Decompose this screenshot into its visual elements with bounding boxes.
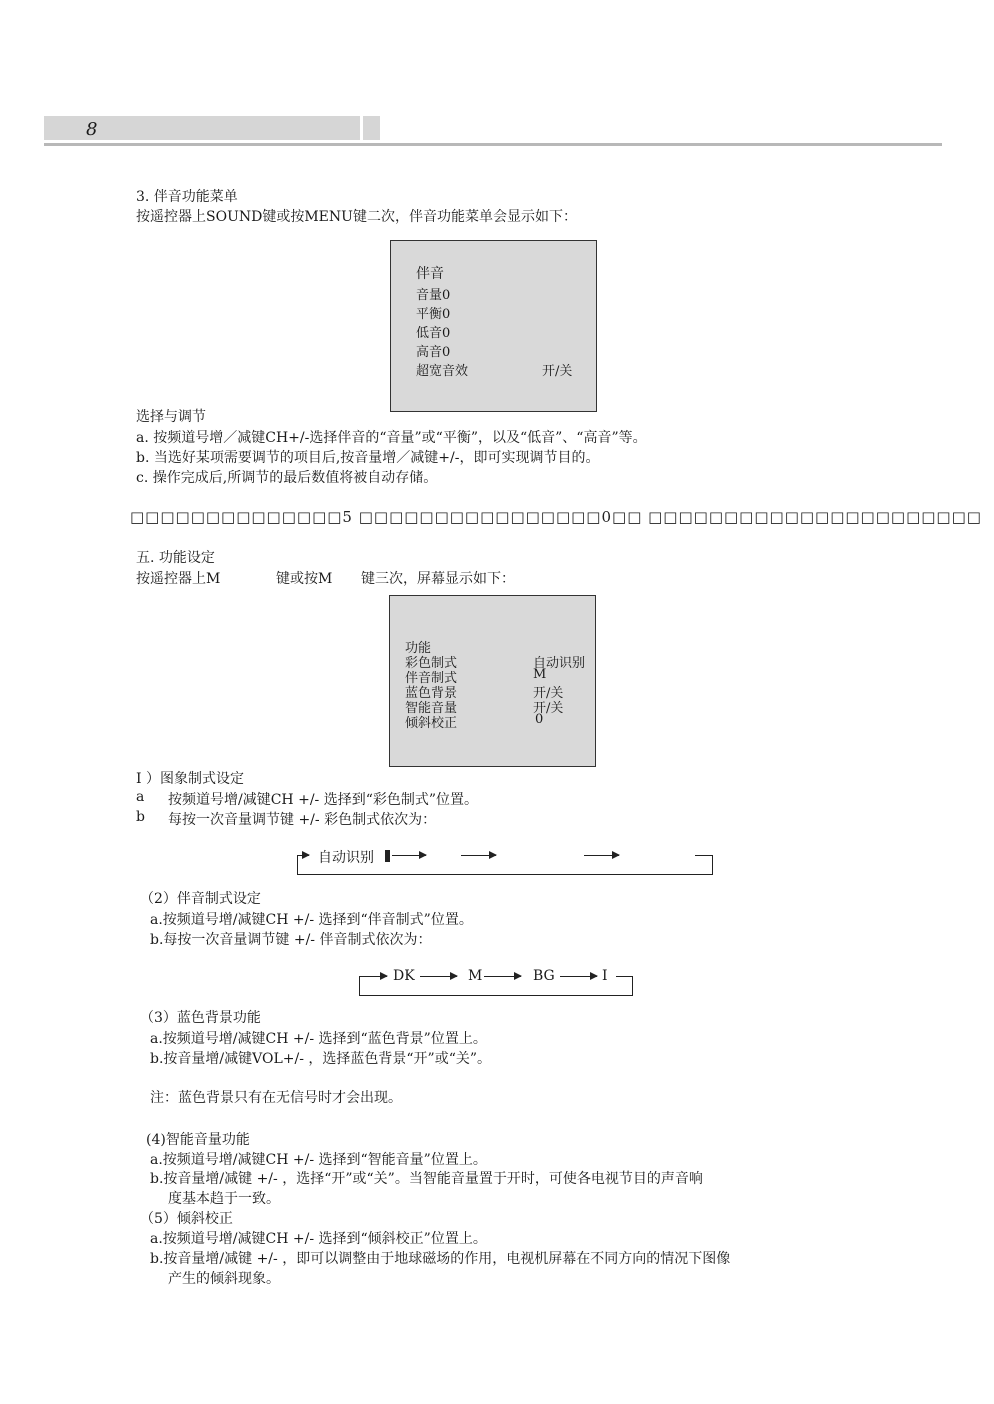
surround-value: 开/关 [542, 364, 573, 379]
sub5-title: （5）倾斜校正 [140, 1211, 233, 1227]
function-row-value: 开/关 [533, 686, 564, 701]
function-menu-box [389, 595, 596, 767]
flow-arrow [461, 855, 496, 856]
adjust-title: 选择与调节 [136, 409, 206, 425]
sub4-a: a.按频道号增/减键CH +/- 选择到“智能音量”位置上。 [150, 1152, 487, 1168]
sub2-title: （2）伴音制式设定 [140, 891, 261, 907]
flow-item: M [468, 968, 483, 984]
flow-line [712, 855, 713, 875]
sub3-a: a.按频道号增/减键CH +/- 选择到“蓝色背景”位置上。 [150, 1031, 487, 1047]
function-row-label: 蓝色背景 [405, 686, 458, 701]
sound-menu-item: 平衡0 [416, 307, 451, 322]
section5-intro-a: 按遥控器上M [136, 571, 221, 587]
flow-line [359, 976, 360, 996]
surround-label: 超宽音效 [416, 364, 469, 379]
function-menu-title: 功能 [405, 641, 432, 656]
sub1-a: 按频道号增/减键CH +/- 选择到“彩色制式”位置。 [168, 792, 479, 808]
function-row-value: 0 [535, 712, 544, 727]
sub3-b: b.按音量增/减键VOL+/- ，选择蓝色背景“开”或“关”。 [150, 1051, 492, 1067]
page-number: 8 [86, 119, 98, 140]
flow-line [616, 976, 633, 977]
flow-arrow [420, 976, 457, 977]
function-row-label: 倾斜校正 [405, 716, 458, 731]
flow-arrow [359, 976, 387, 977]
flow-arrow [392, 855, 426, 856]
sound-menu-box [390, 240, 597, 412]
sub5-b1: b.按音量增/减键 +/- ，即可以调整由于地球磁场的作用，电视机屏幕在不同方向的情况下图像 [150, 1251, 731, 1267]
function-row-value: 自动识别 [533, 656, 586, 671]
flow-item: BG [533, 968, 555, 984]
sound-menu-title: 伴音 [416, 266, 444, 282]
sub1-title: I ）图象制式设定 [136, 771, 244, 787]
flow-line [297, 855, 298, 875]
sub1-b: 每按一次音量调节键 +/- 彩色制式依次为： [168, 812, 437, 828]
section5-title: 五. 功能设定 [136, 550, 215, 566]
sub1-a-letter: a [136, 789, 145, 805]
section3-title: 3. 伴音功能菜单 [136, 189, 238, 205]
function-row-value: 开/关 [533, 701, 564, 716]
sound-menu-item: 音量0 [416, 288, 451, 303]
step-a: a. 按频道号增／减键CH+/-选择伴音的“音量”或“平衡”，以及“低音”、“高音”等。 [136, 430, 647, 446]
flow-arrow [560, 976, 597, 977]
blue-background-note: 注：蓝色背景只有在无信号时才会出现。 [150, 1090, 402, 1106]
sub2-b: b.每按一次音量调节键 +/- 伴音制式依次为： [150, 932, 432, 948]
flow-arrow [484, 976, 521, 977]
step-b: b. 当选好某项需要调节的项目后,按音量增／减键+/-，即可实现调节目的。 [136, 450, 600, 466]
flow-line [297, 874, 712, 875]
flow-arrow [584, 855, 619, 856]
section5-intro-b: 键或按M [276, 571, 333, 587]
flow-item: I [602, 968, 608, 984]
flow-line [632, 976, 633, 996]
flow-item: DK [393, 968, 415, 984]
step-c: c. 操作完成后,所调节的最后数值将被自动存储。 [136, 470, 438, 486]
section3-intro: 按遥控器上SOUND键或按MENU键二次，伴音功能菜单会显示如下： [136, 209, 577, 225]
sub5-b2: 产生的倾斜现象。 [168, 1271, 280, 1287]
sub2-a: a.按频道号增/减键CH +/- 选择到“伴音制式”位置。 [150, 912, 473, 928]
function-row-label: 智能音量 [405, 701, 458, 716]
garbled-line: □□□□□□□□□□□□□□5 □□□□□□□□□□□□□□□□0□□ □□□□□□□□□□□□□□□□□□□□□□ [130, 508, 982, 526]
header-rule [44, 143, 942, 146]
sub1-b-letter: b [136, 809, 145, 825]
sound-menu-item: 高音0 [416, 345, 451, 360]
sub4-b1: b.按音量增/减键 +/- ，选择“开”或“关”。当智能音量置于开时，可使各电视节目的声音响 [150, 1171, 703, 1187]
flow-marker [385, 850, 390, 862]
sub4-title: (4)智能音量功能 [146, 1132, 250, 1148]
flow-line [695, 855, 713, 856]
flow-arrow [297, 855, 309, 856]
sub3-title: （3）蓝色背景功能 [140, 1010, 261, 1026]
sub5-a: a.按频道号增/减键CH +/- 选择到“倾斜校正”位置上。 [150, 1231, 487, 1247]
sound-menu-item: 低音0 [416, 326, 451, 341]
section5-intro-c: 键三次，屏幕显示如下： [361, 571, 515, 587]
function-row-label: 伴音制式 [405, 671, 458, 686]
flow-item: 自动识别 [318, 850, 374, 866]
function-row-value: M [533, 667, 547, 682]
function-row-label: 彩色制式 [405, 656, 458, 671]
flow-line [359, 995, 633, 996]
sub4-b2: 度基本趋于一致。 [168, 1191, 280, 1207]
header-bar-tab [363, 116, 380, 140]
